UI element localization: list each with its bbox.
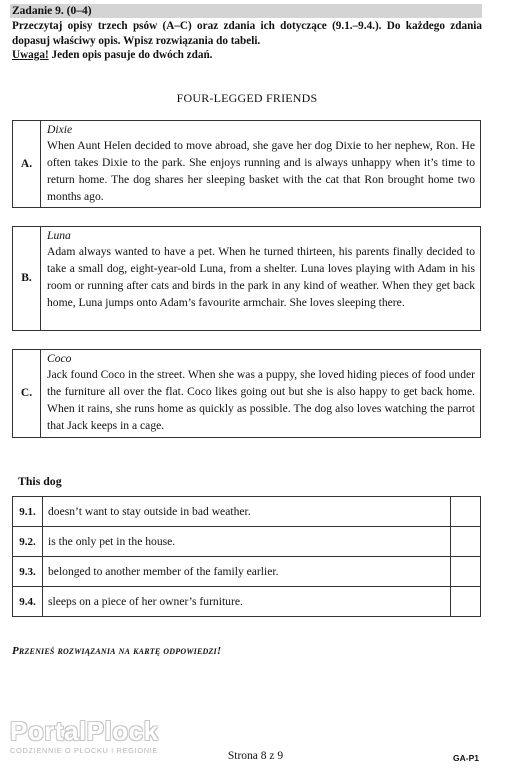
statement-text: is the only pet in the house. — [43, 527, 451, 557]
dog-text: Adam always wanted to have a pet. When he turned thirteen, his parents finally decided to take a small dog, eight-year-old Luna, from a shelter. Luna loves playing with Adam in his room or running after cats and birds in the park in any kind of weather. When they get back home, Luna jumps onto Adam’s favourite armchair. She loves sleeping there. — [47, 245, 475, 309]
dog-content — [41, 350, 480, 437]
dog-letter: A. — [13, 121, 41, 207]
dog-letter: B. — [13, 227, 41, 330]
task-header: Zadanie 9. (0–4) — [10, 4, 482, 18]
statement-text: sleeps on a piece of her owner’s furniture. — [43, 587, 451, 617]
answer-cell[interactable] — [451, 527, 481, 557]
watermark-name: PortalPlock — [10, 716, 159, 746]
dog-name: Luna — [47, 229, 71, 242]
table-row — [13, 587, 481, 617]
answer-cell[interactable] — [451, 497, 481, 527]
dog-name: Dixie — [47, 123, 73, 136]
statements-table — [12, 496, 481, 617]
task-instruction — [12, 19, 482, 63]
dog-description-a — [12, 120, 481, 208]
statement-number: 9.1. — [13, 497, 43, 527]
dog-content — [41, 227, 480, 330]
uwaga-text: Jeden opis pasuje do dwóch zdań. — [48, 49, 213, 61]
page-number: Strona 8 z 9 — [227, 750, 284, 762]
dog-letter: C. — [13, 350, 41, 437]
instruction-text: Przeczytaj opisy trzech psów (A–C) oraz zdania ich dotyczące (9.1.–9.4.). Do każdego zdania dopasuj właściwy opis. Wpisz rozwiązania do tabeli. — [12, 20, 482, 47]
dog-description-b — [12, 226, 481, 331]
answer-cell[interactable] — [451, 587, 481, 617]
statement-text: belonged to another member of the family earlier. — [43, 557, 451, 587]
dog-text: When Aunt Helen decided to move abroad, she gave her dog Dixie to her nephew, Ron. He often takes Dixie to the park. She enjoys running and is always unhappy when it’s time to return home. The dog shares her sleeping basket with the cat that Ron brought home two months ago. — [47, 139, 475, 203]
dog-text: Jack found Coco in the street. When she was a puppy, she loved hiding pieces of food under the furniture all over the flat. Coco likes going out but she is also happy to get back home. When it rains, she runs home as quickly as possible. The dog also loves watching the parrot that Jack keeps in a cage. — [47, 368, 475, 432]
dog-name: Coco — [47, 352, 72, 365]
table-row — [13, 557, 481, 587]
table-row — [13, 527, 481, 557]
exam-code: GA-P1 — [453, 753, 479, 763]
transfer-note: Przenieś rozwiązania na kartę odpowiedzi! — [12, 645, 222, 657]
statement-number: 9.2. — [13, 527, 43, 557]
table-row — [13, 497, 481, 527]
statement-text: doesn’t want to stay outside in bad weather. — [43, 497, 451, 527]
watermark-tagline: CODZIENNIE O PŁOCKU I REGIONIE — [10, 746, 159, 755]
statement-number: 9.4. — [13, 587, 43, 617]
statements-heading: This dog — [18, 474, 62, 488]
section-title: FOUR-LEGGED FRIENDS — [176, 91, 318, 105]
dog-content — [41, 121, 480, 207]
uwaga-label: Uwaga! — [12, 49, 49, 61]
statement-number: 9.3. — [13, 557, 43, 587]
dog-description-c — [12, 349, 481, 438]
answer-cell[interactable] — [451, 557, 481, 587]
